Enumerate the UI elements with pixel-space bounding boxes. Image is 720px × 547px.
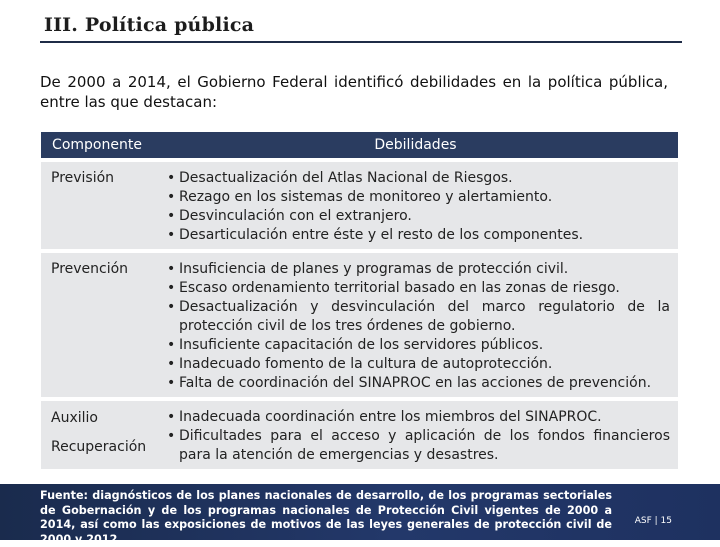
list-item: • Insuficiencia de planes y programas de protección civil. [167, 260, 670, 279]
bullet-list [167, 408, 670, 465]
componente-cell: Previsión [41, 162, 153, 249]
title-divider [40, 41, 682, 43]
componente-cell: Prevención [41, 253, 153, 397]
debilidades-cell [153, 401, 678, 469]
debilidades-cell [153, 162, 678, 249]
list-item: • Desvinculación con el extranjero. [167, 207, 670, 226]
page-title: III. Política pública [44, 14, 255, 36]
list-item: • Inadecuada coordinación entre los miembros del SINAPROC. [167, 408, 670, 427]
column-header-debilidades: Debilidades [153, 132, 678, 158]
list-item: • Desactualización del Atlas Nacional de Riesgos. [167, 169, 670, 188]
table-row [41, 253, 678, 397]
list-item: • Insuficiente capacitación de los servidores públicos. [167, 336, 670, 355]
bullet-list [167, 260, 670, 393]
list-item: • Rezago en los sistemas de monitoreo y alertamiento. [167, 188, 670, 207]
footer-band [0, 484, 720, 546]
list-item: • Desarticulación entre éste y el resto de los componentes. [167, 226, 670, 245]
page-number: ASF | 15 [634, 516, 672, 526]
weaknesses-table [41, 132, 678, 469]
list-item: • Inadecuado fomento de la cultura de autoprotección. [167, 355, 670, 374]
source-note: Fuente: diagnósticos de los planes nacionales de desarrollo, de los programas sectoriales de Gobernación y de los programas nacionales de Protección Civil vigentes de 2000 a 2014, así como las exposiciones de motivos de las leyes generales de protección civil de 2000 y 2012. [40, 489, 612, 546]
debilidades-cell [153, 253, 678, 397]
componente-auxilio: Auxilio [51, 410, 98, 426]
list-item: • Desactualización y desvinculación del marco regulatorio de la protección civil de los tres órdenes de gobierno. [167, 298, 670, 336]
list-item: • Falta de coordinación del SINAPROC en las acciones de prevención. [167, 374, 670, 393]
bullet-list [167, 169, 670, 245]
componente-recuperacion: Recuperación [51, 439, 147, 455]
column-header-componente: Componente [41, 132, 153, 158]
componente-cell [41, 401, 153, 469]
table-row [41, 401, 678, 469]
intro-paragraph: De 2000 a 2014, el Gobierno Federal identificó debilidades en la política pública, entre las que destacan: [40, 73, 668, 111]
list-item: • Dificultades para el acceso y aplicación de los fondos financieros para la atención de emergencias y desastres. [167, 427, 670, 465]
list-item: • Escaso ordenamiento territorial basado en las zonas de riesgo. [167, 279, 670, 298]
table-row [41, 162, 678, 249]
